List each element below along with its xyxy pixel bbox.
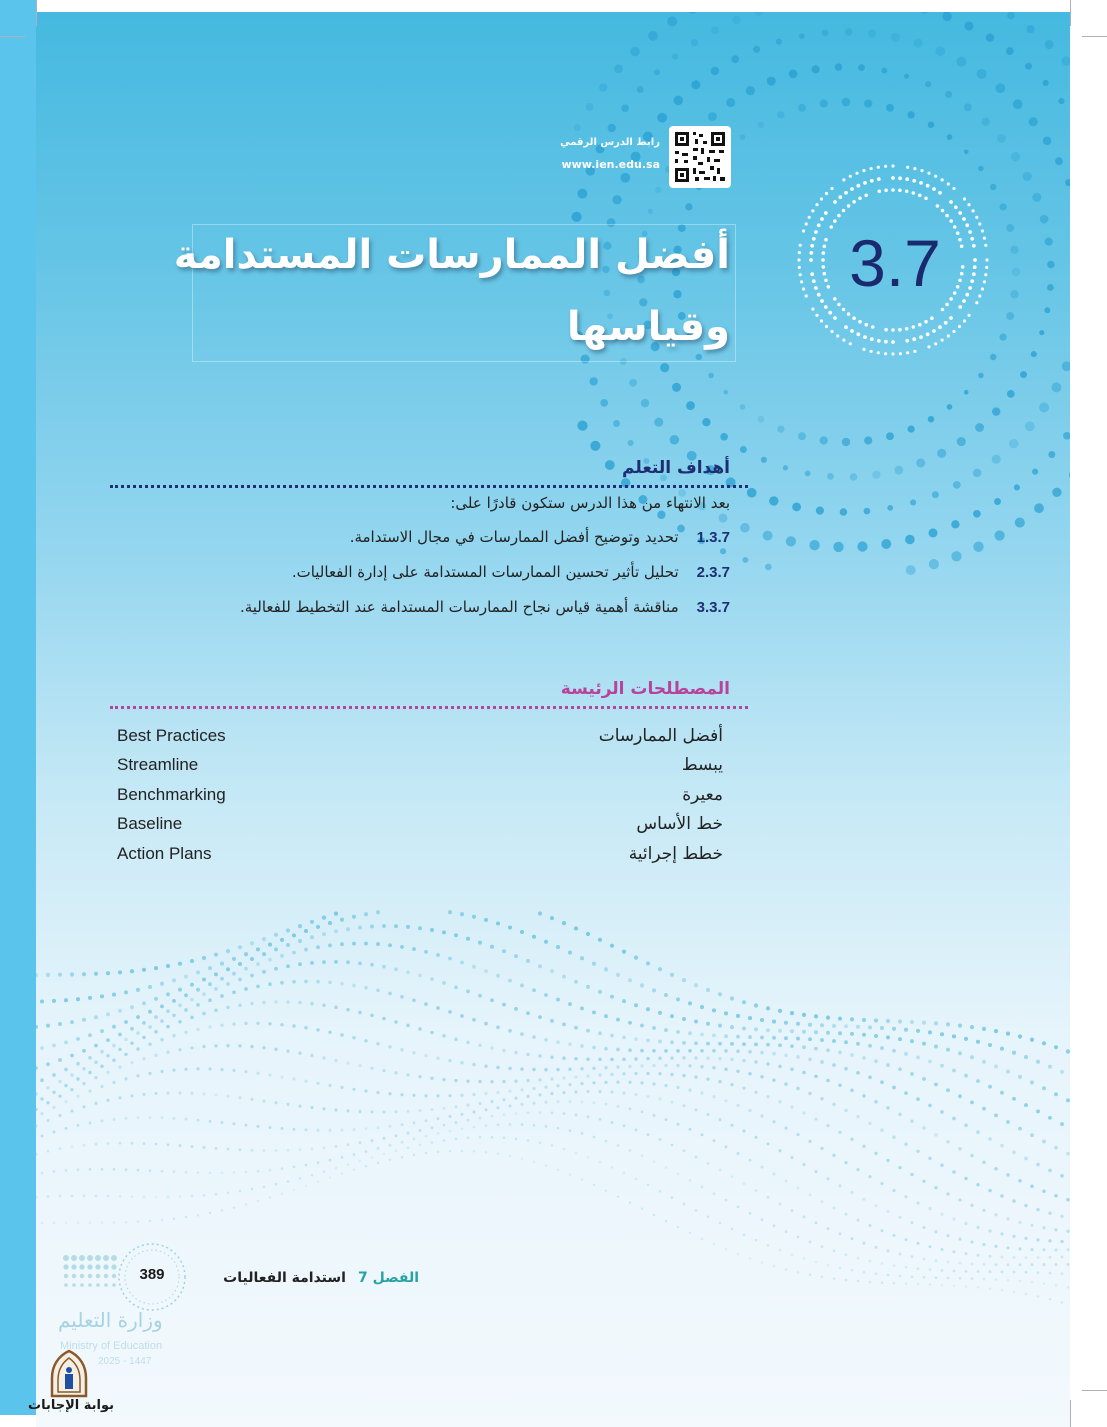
term-english: Action Plans [117, 844, 212, 863]
left-color-strip [0, 0, 36, 1415]
term-english: Streamline [117, 755, 199, 774]
term-arabic: أفضل الممارسات [598, 726, 723, 746]
answers-portal-logo-icon [46, 1348, 92, 1400]
ministry-name-arabic: وزارة التعليم [58, 1308, 163, 1332]
objectives-divider [110, 485, 748, 488]
qr-code[interactable] [669, 126, 731, 188]
crop-mark [1082, 36, 1107, 37]
crop-mark [36, 0, 37, 26]
crop-mark [1082, 1390, 1107, 1391]
lesson-title-line-1: أفضل الممارسات المستدامة [173, 232, 730, 278]
objective-item [292, 563, 730, 581]
objective-text: مناقشة أهمية قياس نجاح الممارسات المستدامة عند التخطيط للفعالية. [239, 598, 679, 616]
ministry-name-english: Ministry of Education [60, 1340, 163, 1352]
qr-url[interactable]: www.ien.edu.sa [561, 158, 660, 171]
objectives-intro: بعد الانتهاء من هذا الدرس ستكون قادرًا على: [450, 494, 730, 512]
lesson-title-line-2: وقياسها [566, 304, 730, 350]
objective-text: تحليل تأثير تحسين الممارسات المستدامة على إدارة الفعاليات. [291, 563, 679, 581]
edition-year: 2025 - 1447 [98, 1356, 152, 1367]
term-arabic: يبسط [681, 755, 723, 775]
lesson-number: 3.7 [849, 226, 941, 300]
objectives-heading: أهداف التعلم [622, 458, 730, 478]
chapter-title: استدامة الفعاليات [223, 1270, 346, 1286]
objective-text: تحديد وتوضيح أفضل الممارسات في مجال الاستدامة. [349, 528, 679, 546]
term-english: Baseline [117, 814, 183, 833]
crop-mark [1070, 0, 1071, 26]
term-arabic: خطط إجرائية [628, 844, 723, 864]
term-arabic: معيرة [682, 785, 723, 805]
term-arabic: خط الأساس [636, 814, 723, 834]
objective-number: 1.3.7 [696, 529, 730, 546]
objective-item [350, 528, 730, 546]
page-number: 389 [139, 1266, 165, 1283]
term-english: Benchmarking [117, 785, 226, 804]
crop-mark [0, 36, 26, 37]
objective-number: 2.3.7 [696, 564, 730, 581]
chapter-label: الفصل 7 [357, 1270, 419, 1286]
crop-mark [1070, 1400, 1071, 1427]
term-english: Best Practices [117, 726, 226, 745]
objective-number: 3.3.7 [696, 599, 730, 616]
answers-portal-label: بوابة الإجابات [28, 1398, 114, 1413]
chapter-footer [223, 1270, 419, 1286]
terms-heading: المصطلحات الرئيسة [560, 679, 730, 699]
objective-item [240, 598, 730, 616]
terms-divider [110, 706, 748, 709]
qr-label: رابط الدرس الرقمي [560, 137, 660, 148]
